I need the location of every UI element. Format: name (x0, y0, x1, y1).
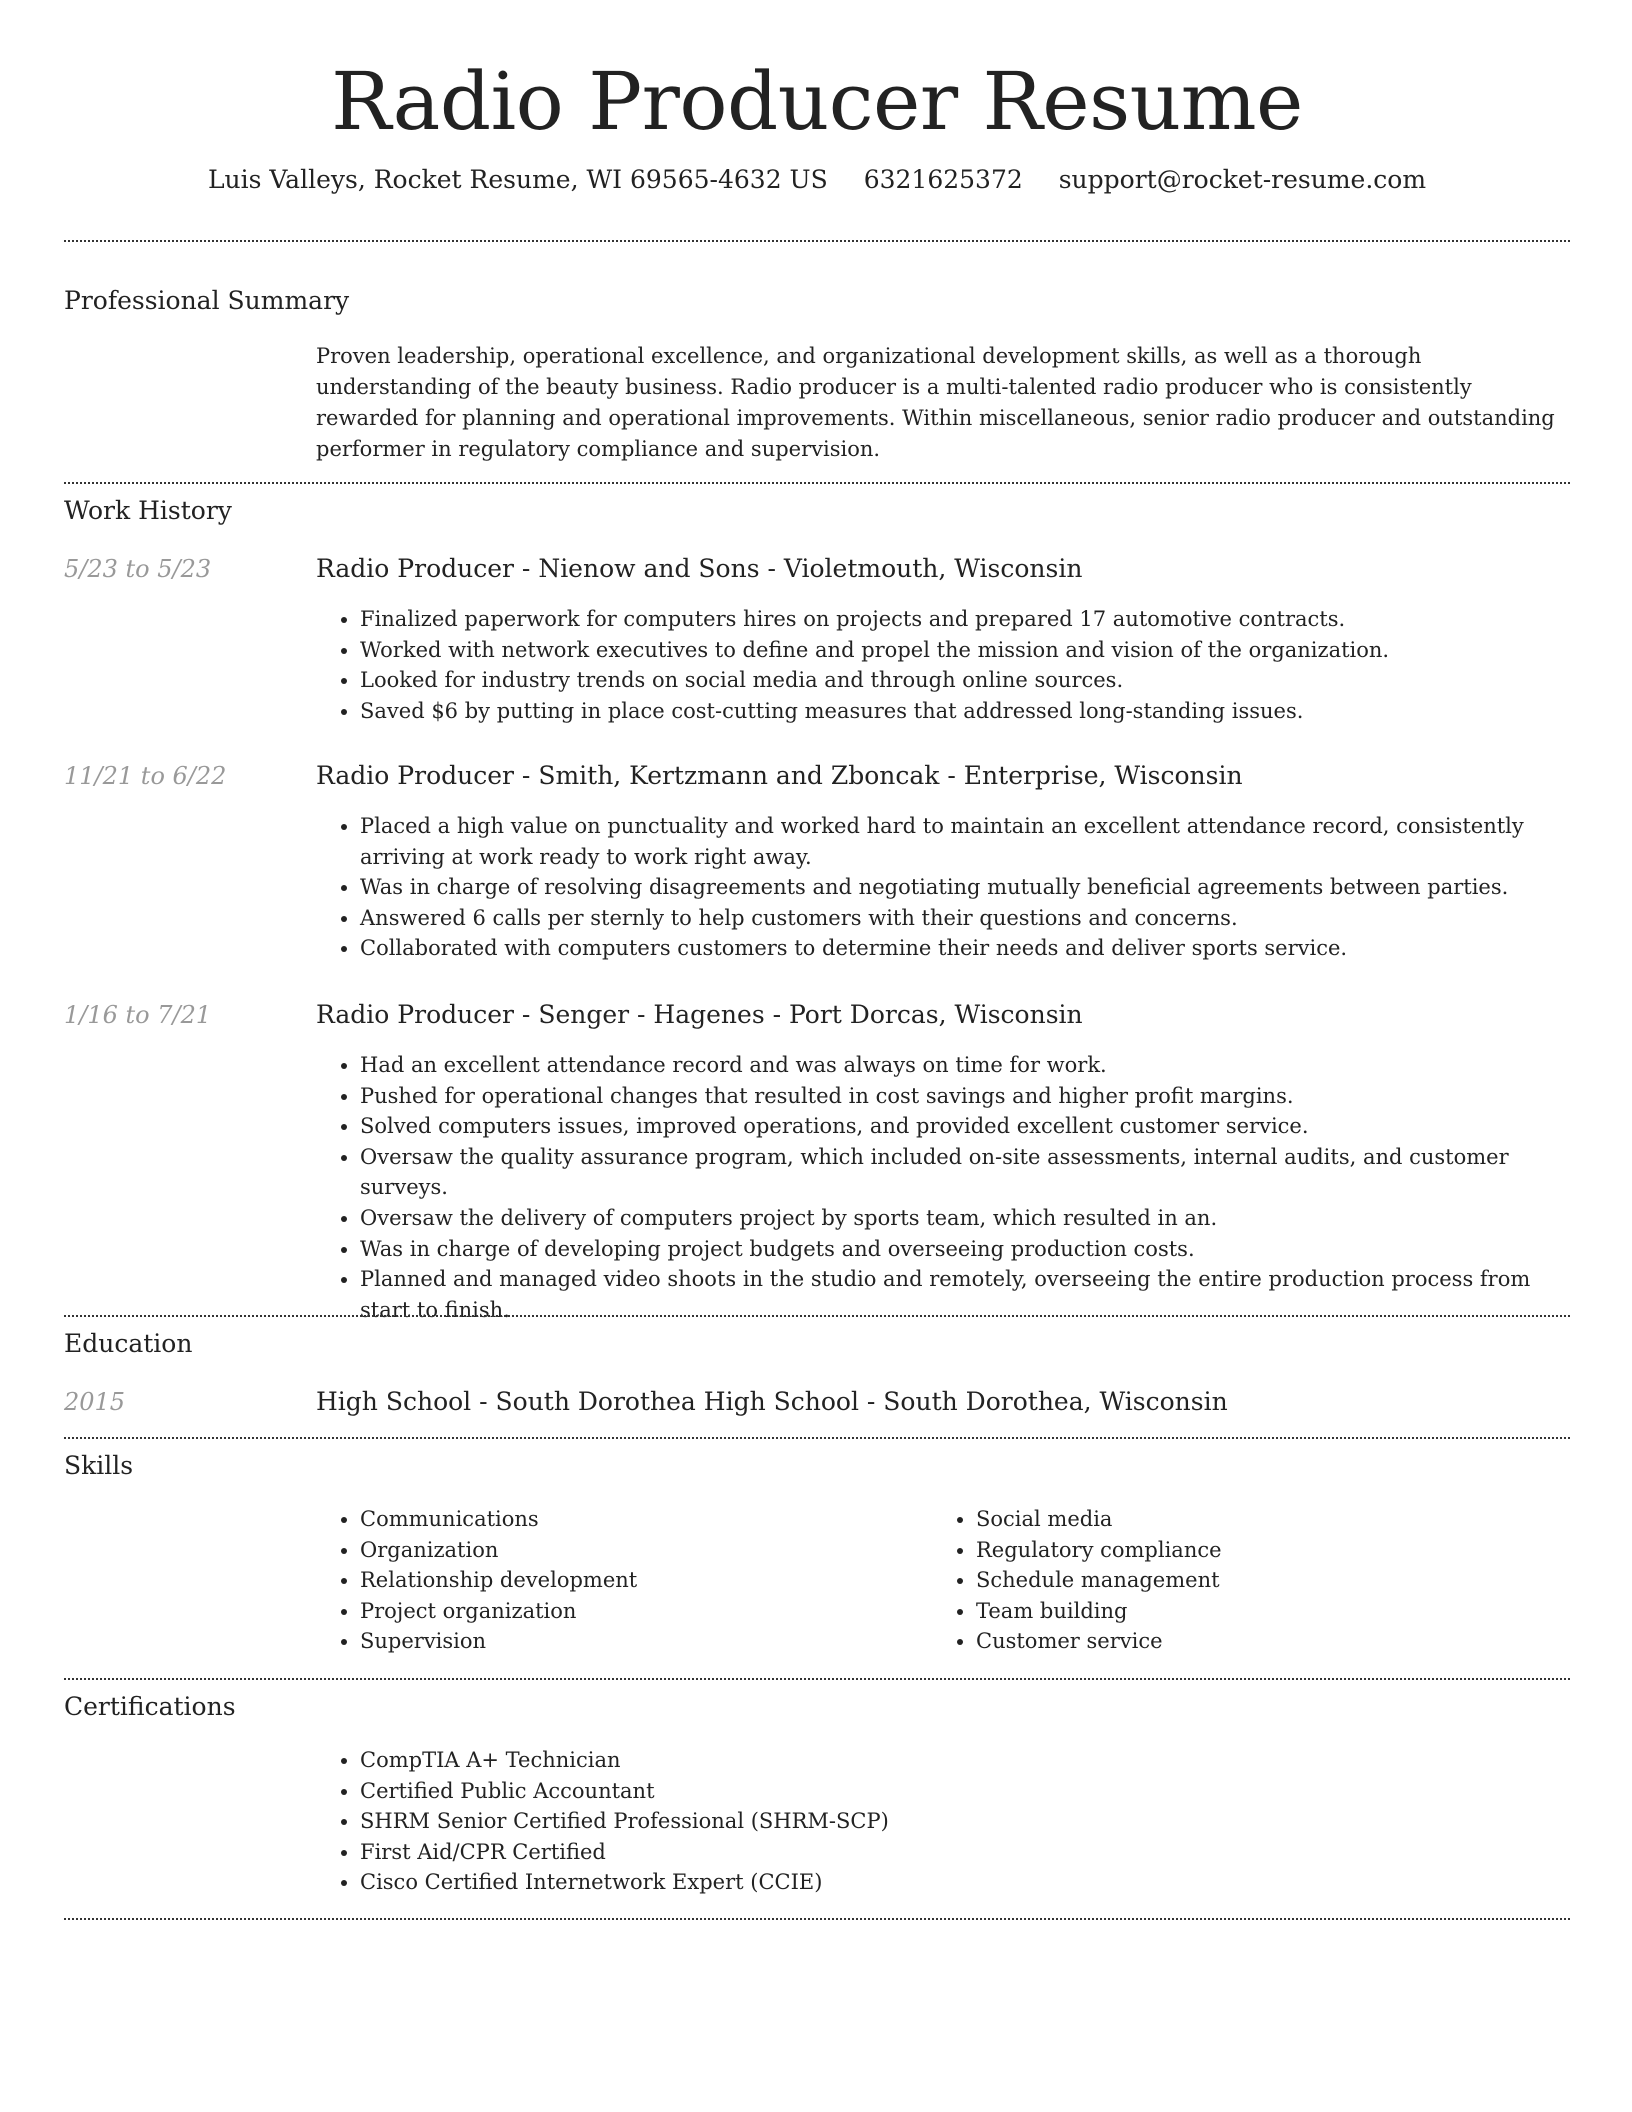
skills-column-left (316, 1504, 916, 1657)
contact-phone: 6321625372 (863, 165, 1023, 194)
education-entry: High School - South Dorothea High School - South Dorothea, Wisconsin (316, 1387, 1228, 1416)
divider (64, 1315, 1570, 1317)
list-item: • Was in charge of developing project budgets and overseeing production costs. (360, 1234, 1570, 1265)
certification-item: • CompTIA A+ Technician (360, 1745, 1570, 1776)
skill-item: • Team building (976, 1596, 1532, 1627)
list-item: • Looked for industry trends on social media and through online sources. (360, 665, 1570, 696)
list-item: • Collaborated with computers customers to determine their needs and deliver sports service. (360, 933, 1570, 964)
resume-title: Radio Producer Resume (331, 55, 1303, 148)
job-dates: 1/16 to 7/21 (64, 1001, 212, 1029)
summary-text: Proven leadership, operational excellence, and organizational development skills, as well as a thorough understanding of the beauty business. Radio producer is a multi-talented radio producer who is consistently rewarded for planning and operational improvements. Within miscellaneous, senior radio producer and outstanding performer in regulatory compliance and supervision. (316, 344, 1555, 461)
job-title: Radio Producer - Senger - Hagenes - Port Dorcas, Wisconsin (316, 1000, 1083, 1029)
work-heading: Work History (64, 496, 232, 525)
list-item: • Pushed for operational changes that resulted in cost savings and higher profit margins. (360, 1081, 1570, 1112)
divider (64, 1678, 1570, 1680)
job-bullets (316, 1050, 1570, 1325)
education-heading: Education (64, 1329, 193, 1358)
job-title: Radio Producer - Nienow and Sons - Violetmouth, Wisconsin (316, 554, 1083, 583)
certifications-heading: Certifications (64, 1692, 236, 1721)
list-item: • Oversaw the quality assurance program, which included on-site assessments, internal audits, and customer surveys. (360, 1142, 1570, 1203)
skill-item: • Social media (976, 1504, 1532, 1535)
skill-item: • Project organization (360, 1596, 916, 1627)
skill-item: • Supervision (360, 1626, 916, 1657)
list-item: • Planned and managed video shoots in the studio and remotely, overseeing the entire production process from start to finish. (360, 1264, 1570, 1325)
divider (64, 482, 1570, 484)
resume-page (64, 0, 1570, 1895)
list-item: • Solved computers issues, improved operations, and provided excellent customer service. (360, 1111, 1570, 1142)
divider (64, 240, 1570, 242)
contact-line (64, 163, 1570, 197)
list-item: • Finalized paperwork for computers hires on projects and prepared 17 automotive contracts. (360, 604, 1570, 635)
skill-item: • Schedule management (976, 1565, 1532, 1596)
skill-item: • Regulatory compliance (976, 1535, 1532, 1566)
certifications-list (316, 1745, 1570, 1898)
list-item: • Was in charge of resolving disagreements and negotiating mutually beneficial agreements between parties. (360, 872, 1570, 903)
divider (64, 1918, 1570, 1920)
skill-item: • Organization (360, 1535, 916, 1566)
contact-address: Luis Valleys, Rocket Resume, WI 69565-4632 US (207, 165, 828, 194)
list-item: • Oversaw the delivery of computers project by sports team, which resulted in an. (360, 1203, 1570, 1234)
certification-item: • Certified Public Accountant (360, 1776, 1570, 1807)
divider (64, 1437, 1570, 1439)
certification-item: • SHRM Senior Certified Professional (SHRM-SCP) (360, 1806, 1570, 1837)
job-bullets (316, 604, 1570, 726)
skills-column-right (932, 1504, 1532, 1657)
list-item: • Saved $6 by putting in place cost-cutting measures that addressed long-standing issues. (360, 696, 1570, 727)
skill-item: • Relationship development (360, 1565, 916, 1596)
certification-item: • Cisco Certified Internetwork Expert (CCIE) (360, 1867, 1570, 1898)
list-item: • Placed a high value on punctuality and worked hard to maintain an excellent attendance record, consistently arriving at work ready to work right away. (360, 811, 1570, 872)
list-item: • Had an excellent attendance record and was always on time for work. (360, 1050, 1570, 1081)
list-item: • Worked with network executives to define and propel the mission and vision of the organization. (360, 635, 1570, 666)
job-dates: 5/23 to 5/23 (64, 555, 212, 583)
summary-heading: Professional Summary (64, 286, 350, 315)
skill-item: • Communications (360, 1504, 916, 1535)
contact-email[interactable]: support@rocket-resume.com (1058, 165, 1427, 194)
education-year: 2015 (64, 1388, 126, 1416)
list-item: • Answered 6 calls per sternly to help customers with their questions and concerns. (360, 903, 1570, 934)
skills-heading: Skills (64, 1451, 134, 1480)
certification-item: • First Aid/CPR Certified (360, 1837, 1570, 1868)
skill-item: • Customer service (976, 1626, 1532, 1657)
job-dates: 11/21 to 6/22 (64, 762, 227, 790)
job-title: Radio Producer - Smith, Kertzmann and Zboncak - Enterprise, Wisconsin (316, 761, 1243, 790)
job-bullets (316, 811, 1570, 964)
